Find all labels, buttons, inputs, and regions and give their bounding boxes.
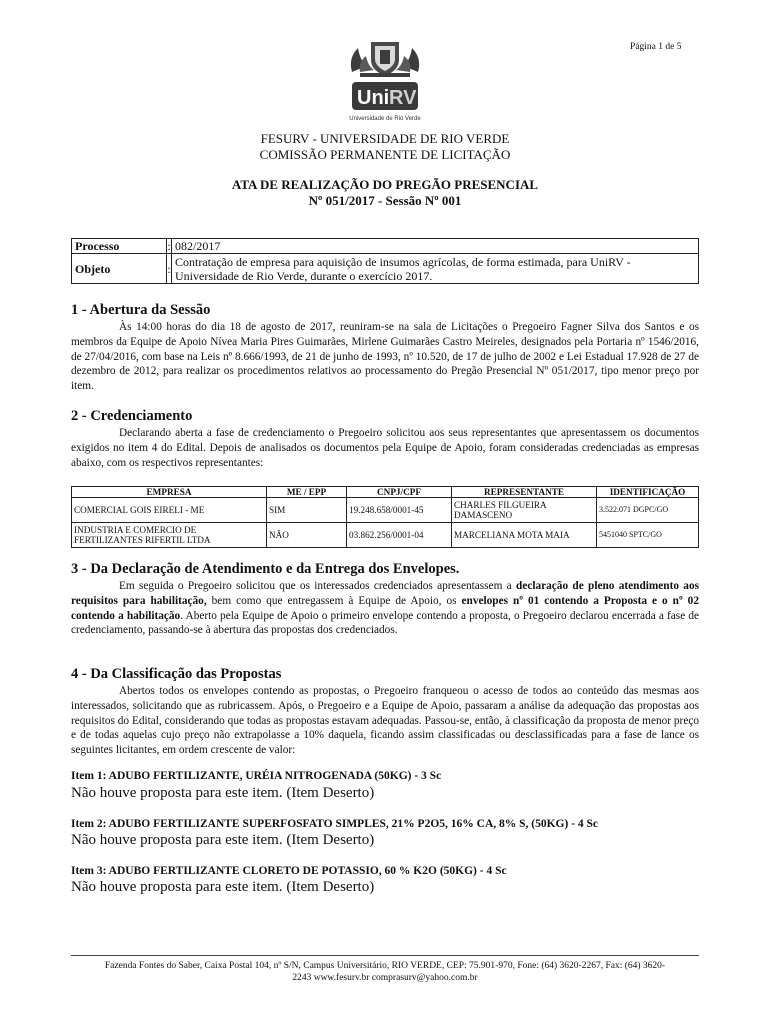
cell-me-epp: SIM [267, 498, 347, 523]
table-row [72, 523, 699, 548]
col-empresa: EMPRESA [72, 487, 267, 498]
objeto-value: Contratação de empresa para aquisição de insumos agrícolas, de forma estimada, para UniRV - Universidade de Rio Verde, durante o exercício 2017. [172, 254, 699, 284]
section-2-title: 2 - Credenciamento [71, 408, 193, 424]
cell-me-epp: NÃO [267, 523, 347, 548]
cell-cnpj: 19.248.658/0001-45 [347, 498, 452, 523]
org-name: FESURV - UNIVERSIDADE DE RIO VERDE [260, 131, 510, 146]
section-3-text [71, 579, 699, 638]
item-1-title: Item 1: ADUBO FERTILIZANTE, URÉIA NITROGENADA (50KG) - 3 Sc [71, 770, 442, 782]
item-2-title: Item 2: ADUBO FERTILIZANTE SUPERFOSFATO SIMPLES, 21% P2O5, 16% CA, 8% S, (50KG) - 4 Sc [71, 818, 599, 830]
section-3-part-a: Em seguida o Pregoeiro solicitou que os interessados credenciados apresentassem a [119, 580, 517, 592]
processo-label: Processo [72, 239, 167, 254]
section-4-text [71, 684, 699, 758]
col-representante: REPRESENTANTE [452, 487, 597, 498]
footer-divider [71, 955, 699, 956]
col-identificacao: IDENTIFICAÇÃO [597, 487, 699, 498]
section-3-part-e: . Aberto pela Equipe de Apoio o primeiro envelope contendo a proposta, o Pregoeiro declarou encerrada a fase de credenciamento, passando-se à abertura das propostas dos credenciados. [71, 609, 700, 637]
processo-value: 082/2017 [172, 239, 699, 254]
footer-contact: 2243 www.fesurv.br comprasurv@yahoo.com.br [292, 973, 478, 983]
document-title [0, 177, 770, 209]
unirv-logo [330, 28, 440, 124]
item-1-result: Não houve proposta para este item. (Item Deserto) [71, 785, 375, 801]
cell-cnpj: 03.862.256/0001-04 [347, 523, 452, 548]
section-3-bold-envelopes: envelopes nº 01 contendo a Proposta e o nº 02 contendo a habilitação [71, 594, 699, 622]
objeto-colon: : [167, 254, 172, 284]
page-number: Página 1 de 5 [630, 42, 682, 52]
process-info-table [71, 238, 699, 284]
section-3-part-c: bem como que entregassem à Equipe de Apoio, os [206, 594, 462, 607]
section-4-title: 4 - Da Classificação das Propostas [71, 666, 282, 682]
section-2-text [71, 426, 699, 470]
cell-empresa: COMERCIAL GOIS EIRELI - ME [72, 498, 267, 523]
cell-representante: CHARLES FILGUEIRA DAMASCENO [452, 498, 597, 523]
org-header [0, 131, 770, 163]
col-me-epp: ME / EPP [267, 487, 347, 498]
logo-rv-text: RV [389, 87, 417, 109]
logo-uni-text: Uni [357, 87, 390, 109]
commission-name: COMISSÃO PERMANENTE DE LICITAÇÃO [259, 147, 511, 162]
item-2-result: Não houve proposta para este item. (Item Deserto) [71, 832, 375, 848]
item-3-result: Não houve proposta para este item. (Item Deserto) [71, 879, 375, 895]
table-row [72, 498, 699, 523]
credenciamento-table [71, 486, 699, 548]
section-3-title: 3 - Da Declaração de Atendimento e da Entrega dos Envelopes. [71, 561, 460, 577]
processo-colon: : [167, 239, 171, 253]
cell-representante: MARCELIANA MOTA MAIA [452, 523, 597, 548]
title-line-2: Nº 051/2017 - Sessão Nº 001 [308, 193, 462, 208]
section-2-body: Declarando aberta a fase de credenciamento o Pregoeiro solicitou aos seus representantes que apresentassem os documentos exigidos no item 4 do Edital. Depois de analisados os documentos pela Equipe de Apoio, foram consideradas credenciadas as empresas abaixo, com os respectivos representantes: [71, 427, 699, 469]
item-3-title: Item 3: ADUBO FERTILIZANTE CLORETO DE POTASSIO, 60 % K2O (50KG) - 4 Sc [71, 865, 507, 877]
cell-empresa: INDUSTRIA E COMERCIO DE FERTILIZANTES RIFERTIL LTDA [72, 523, 267, 548]
col-cnpj: CNPJ/CPF [347, 487, 452, 498]
section-1-text [71, 320, 699, 394]
cell-identificacao: 5451040 SPTC/GO [597, 523, 699, 548]
section-4-body: Abertos todos os envelopes contendo as propostas, o Pregoeiro franqueou o acesso de todos ao conteúdo das mesmas aos interessados, solicitando que as rubricassem. Após, o Pregoeiro e a Equipe de Apoio, passaram a análise da adequação das propostas aos requisitos do Edital, considerando que todas as propostas estavam adequadas. Passou-se, então, à classificação da proposta de menor preço e de todas aquelas cujo preço não extrapolasse a 10% daquela, ficando assim classificadas ou desclassificadas para a fase de lance os seguintes licitantes, em ordem crescente de valor: [71, 685, 699, 757]
section-3-bold-declaracao: declaração de pleno atendimento aos requisitos para habilitação, [71, 580, 699, 607]
page-footer [71, 960, 699, 984]
section-1-title: 1 - Abertura da Sessão [71, 302, 211, 318]
footer-address: Fazenda Fontes do Saber, Caixa Postal 104, nº S/N, Campus Universitário, RIO VERDE, CEP: 75.901-970, Fone: (64) 3620-2267, Fax: (64) 3620- [104, 961, 666, 971]
table-header-row [72, 487, 699, 498]
section-1-body: Às 14:00 horas do dia 18 de agosto de 2017, reuniram-se na sala de Licitações o Pregoeiro Fagner Silva dos Santos e os membros da Equipe de Apoio Nívea Maria Pires Guimarães, Mirlene Guimarães Castro Meireles, designados pela Portaria nº 1546/2016, de 27/04/2016, com base na Leis nº 8.666/1993, de 21 de junho de 1993, nº 10.520, de 17 de julho de 2002 e Lei Estadual 17.928 de 27 de dezembro de 2012, para realizar os procedimentos relativos ao processamento do Pregão Presencial Nº 051/2017, tipo menor preço por item. [71, 321, 699, 393]
objeto-label: Objeto [72, 254, 167, 284]
title-line-1: ATA DE REALIZAÇÃO DO PREGÃO PRESENCIAL [231, 177, 539, 192]
cell-identificacao: 3.522.071 DGPC/GO [597, 498, 699, 523]
crest-icon [351, 42, 419, 77]
logo-tagline: Universidade de Rio Verde [349, 116, 421, 122]
